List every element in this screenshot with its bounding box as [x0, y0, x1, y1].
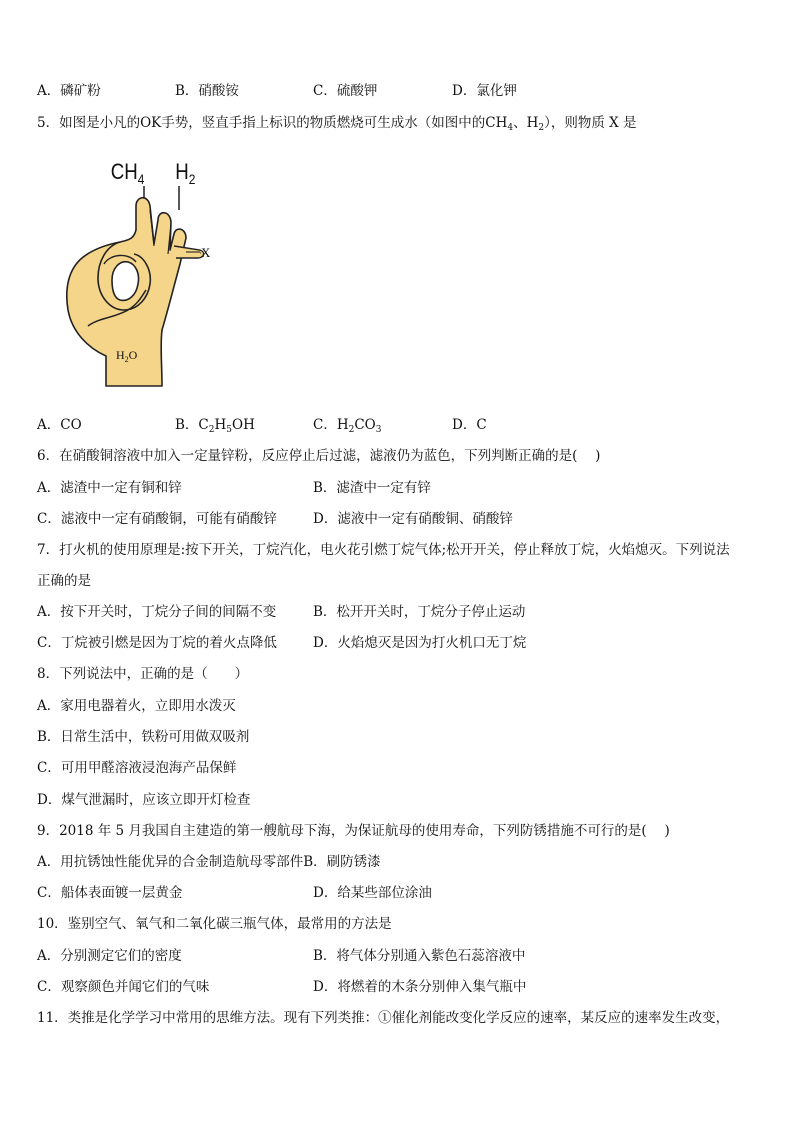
- q11-stem: 11．类推是化学学习中常用的思维方法。现有下列类推：①催化剂能改变化学反应的速率，某反应的速率发生改变，: [37, 1010, 730, 1026]
- q7-option-b: B．松开开关时，丁烷分子停止运动: [313, 604, 526, 620]
- q5-option-c: C．$H_2CO_3$: [313, 417, 382, 435]
- q8-option-a: A．家用电器着火，立即用水泼灭: [37, 698, 236, 714]
- q4-option-b: B．硝酸铵: [175, 83, 239, 99]
- q9-option-d: D．给某些部位涂油: [313, 885, 432, 901]
- ring-hole: [112, 262, 139, 301]
- q10-stem: 10．鉴别空气、氧气和二氧化碳三瓶气体，最常用的方法是: [37, 916, 392, 932]
- q9-option-ab: A．用抗锈蚀性能优异的合金制造航母零部件B．刷防锈漆: [37, 854, 381, 870]
- q8-option-c: C．可用甲醛溶液浸泡海产品保鲜: [37, 760, 237, 776]
- q8-stem: 8．下列说法中，正确的是（ ）: [37, 666, 249, 682]
- q4-option-c: C．硫酸钾: [313, 83, 378, 99]
- q7-option-d: D．火焰熄灭是因为打火机口无丁烷: [313, 635, 527, 651]
- q6-option-a: A．滤渣中一定有铜和锌: [37, 480, 182, 496]
- q5-stem: 5．如图是小凡的OK手势，竖直手指上标识的物质燃烧可生成水（如图中的$CH_4$、$H_2$），则物质 X 是: [37, 115, 637, 133]
- q5-option-d: D．C: [452, 417, 487, 433]
- h2o-label: $H_2O$: [116, 348, 138, 364]
- q10-option-d: D．将燃着的木条分别伸入集气瓶中: [313, 979, 527, 995]
- q7-option-c: C．丁烷被引燃是因为丁烷的着火点降低: [37, 635, 277, 651]
- q7-stem-line1: 7．打火机的使用原理是:按下开关，丁烷汽化，电火花引燃丁烷气体;松开开关，停止释放丁烷，火焰熄灭。下列说法: [37, 542, 730, 558]
- q8-option-d: D．煤气泄漏时，应该立即开灯检查: [37, 792, 251, 808]
- q6-stem: 6．在硝酸铜溶液中加入一定量锌粉，反应停止后过滤，滤液仍为蓝色，下列判断正确的是( ): [37, 448, 601, 464]
- q7-stem-line2: 正确的是: [37, 573, 91, 589]
- q8-option-b: B．日常生活中，铁粉可用做双吸剂: [37, 729, 250, 745]
- q10-option-b: B．将气体分别通入紫色石蕊溶液中: [313, 948, 526, 964]
- q6-option-d: D．滤液中一定有硝酸铜、硝酸锌: [313, 511, 513, 527]
- q6-option-c: C．滤液中一定有硝酸铜，可能有硝酸锌: [37, 511, 277, 527]
- q9-option-c: C．船体表面镀一层黄金: [37, 885, 183, 901]
- ok-hand-figure: [58, 150, 228, 395]
- q5-option-b: B．$C_2H_5OH$: [175, 417, 255, 435]
- h2-label: $H_2$: [175, 160, 196, 188]
- q9-stem: 9．2018 年 5 月我国自主建造的第一艘航母下海，为保证航母的使用寿命，下列防锈措施不可行的是( ): [37, 823, 670, 839]
- q6-option-b: B．滤渣中一定有锌: [313, 480, 431, 496]
- q10-option-a: A．分别测定它们的密度: [37, 948, 182, 964]
- q4-option-a: A．磷矿粉: [37, 83, 101, 99]
- q10-option-c: C．观察颜色并闻它们的气味: [37, 979, 210, 995]
- q4-option-d: D．氯化钾: [452, 83, 517, 99]
- x-label: X: [201, 245, 211, 260]
- ch4-label: $CH_4$: [110, 160, 145, 188]
- q7-option-a: A．按下开关时，丁烷分子间的间隔不变: [37, 604, 277, 620]
- q5-option-a: A．CO: [37, 417, 82, 433]
